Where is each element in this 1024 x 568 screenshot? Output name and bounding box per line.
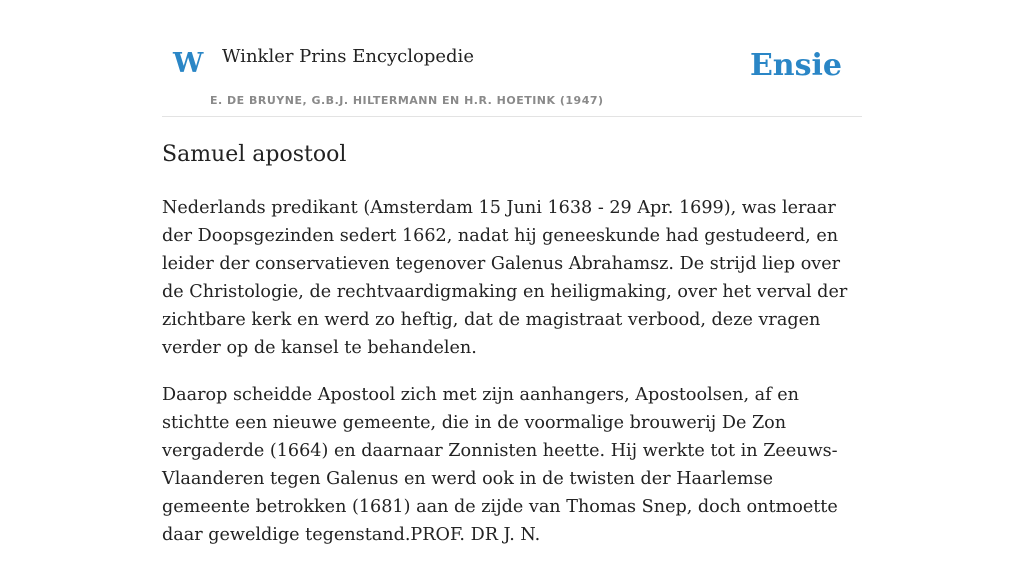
- article-paragraph: Nederlands predikant (Amsterdam 15 Juni 1638 - 29 Apr. 1699), was leraar der Doopsgezinden sedert 1662, nadat hij geneeskunde had gestudeerd, en leider der conservatieven tegenover Galenus Abrahamsz. De strijd liep over de Christologie, de rechtvaardigmaking en heiligmaking, over het verval der zichtbare kerk en werd zo heftig, dat de magistraat verbood, deze vragen verder op de kansel te behandelen.: [162, 198, 848, 358]
- article-paragraph: Daarop scheidde Apostool zich met zijn aanhangers, Apostoolsen, af en stichtte een nieuwe gemeente, die in de voormalige brouwerij De Zon vergaderde (1664) en daarnaar Zonnisten heette. Hij werkte tot in Zeeuws-Vlaanderen tegen Galenus en werd ook in de twisten der Haarlemse gemeente betrokken (1681) aan de zijde van Thomas Snep, doch ontmoette daar geweldige tegenstand.PROF. DR J. N.: [162, 385, 838, 545]
- article-body: [162, 194, 862, 549]
- article-title: Samuel apostool: [162, 142, 347, 167]
- article: [162, 140, 862, 568]
- winkler-prins-logo[interactable]: W: [173, 48, 204, 79]
- site-header: [162, 0, 862, 117]
- ensie-logo[interactable]: Ensie: [749, 48, 842, 83]
- book-authors: E. DE BRUYNE, G.B.J. HILTERMANN EN H.R. HOETINK (1947): [210, 94, 604, 107]
- book-title[interactable]: Winkler Prins Encyclopedie: [222, 46, 474, 67]
